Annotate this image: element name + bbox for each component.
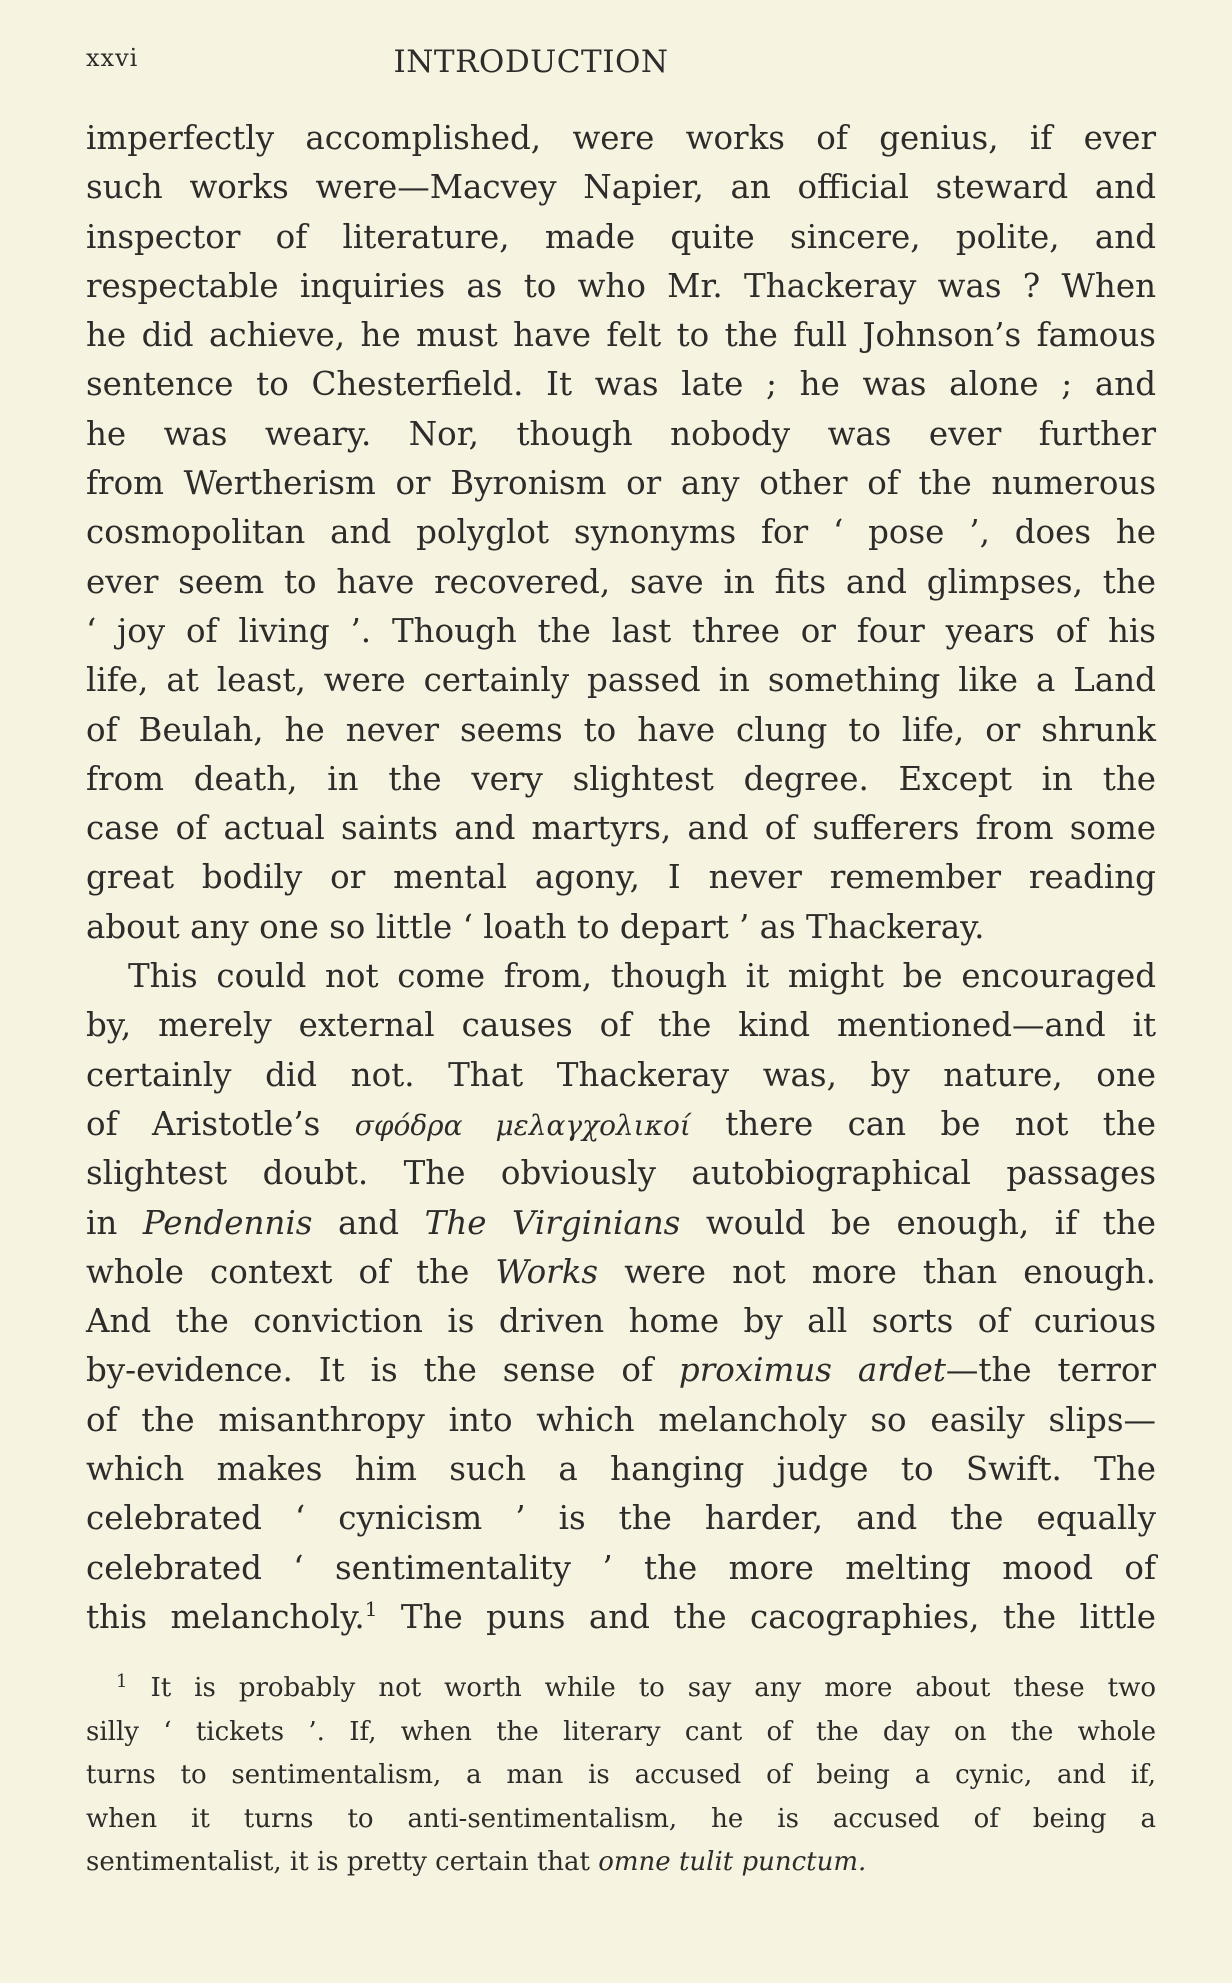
text-line-with-note [86, 1593, 1156, 1642]
text-line: he was weary. Nor, though nobody was ever further [86, 414, 1156, 453]
text-line: imperfectly accomplished, were works of genius, if ever [86, 119, 1156, 157]
text-line-works [86, 1248, 1156, 1297]
text-line: from death, in the very slightest degree. Except in the [86, 759, 1156, 798]
text-line: he did achieve, he must have felt to the full Johnson’s famous [86, 316, 1156, 355]
running-title: INTRODUCTION [393, 44, 669, 80]
text-line: ‘ joy of living ’. Though the last three or four years of his [86, 611, 1156, 650]
greek-phrase: σφόδρα μελαγχολικοί [354, 1108, 691, 1142]
latin-phrase: proximus ardet [678, 1351, 946, 1390]
book-title-pendennis: Pendennis [142, 1203, 313, 1242]
text-segment: by-evidence. It is the sense of [86, 1351, 653, 1390]
text-line: great bodily or mental agony, I never remember reading [86, 858, 1156, 897]
text-line: from Wertherism or Byronism or any other of the numerous [86, 464, 1156, 503]
text-line: case of actual saints and martyrs, and of sufferers from some [86, 809, 1156, 848]
footnote-line: silly ‘ tickets ’. If, when the literary cant of the day on the whole [86, 1716, 1156, 1747]
book-title-virginians: The Virginians [424, 1203, 681, 1242]
text-segment: there can be not the [725, 1104, 1156, 1143]
text-segment: The puns and the cacographies, the little [377, 1597, 1156, 1636]
paragraph-start-line: This could not come from, though it might be encouraged [128, 957, 1156, 996]
text-line: of the misanthropy into which melancholy so easily slips— [86, 1400, 1156, 1439]
text-line: And the conviction is driven home by all sorts of curious [86, 1302, 1156, 1341]
text-line: celebrated ‘ cynicism ’ is the harder, and the equally [86, 1499, 1156, 1538]
text-line: inspector of literature, made quite sincere, polite, and [86, 217, 1156, 256]
text-line-latin [86, 1346, 1156, 1395]
text-segment: of Aristotle’s [86, 1104, 321, 1143]
text-line: respectable inquiries as to who Mr. Thackeray was ? When [86, 266, 1156, 305]
text-segment: were not more than enough. [624, 1252, 1157, 1291]
text-line-titles [86, 1199, 1156, 1248]
text-line: life, at least, were certainly passed in something like a Land [86, 661, 1156, 700]
running-head [86, 44, 1156, 84]
text-line: about any one so little ‘ loath to depart ’ as Thackeray. [86, 907, 985, 946]
text-segment: —the terror [945, 1351, 1156, 1390]
text-segment: whole context of the [86, 1252, 470, 1291]
footnote-line [86, 1667, 1156, 1711]
text-line: celebrated ‘ sentimentality ’ the more melting mood of [86, 1548, 1156, 1587]
footnote-marker: 1 [116, 1671, 128, 1692]
text-line: sentence to Chesterfield. It was late ; he was alone ; and [86, 365, 1156, 404]
text-line: of Beulah, he never seems to have clung to life, or shrunk [86, 710, 1156, 749]
text-segment: and [337, 1203, 400, 1242]
text-line: such works were—Macvey Napier, an official steward and [86, 168, 1156, 207]
footnote [86, 1667, 1156, 1885]
text-line: cosmopolitan and polyglot synonyms for ‘ pose ’, does he [86, 513, 1156, 552]
text-segment: this melancholy. [86, 1597, 365, 1636]
text-line: slightest doubt. The obviously autobiographical passages [86, 1154, 1156, 1193]
latin-phrase: omne tulit punctum. [598, 1847, 867, 1877]
text-line: which makes him such a hanging judge to Swift. The [86, 1450, 1156, 1489]
text-line: certainly did not. That Thackeray was, by nature, one [86, 1055, 1156, 1094]
text-segment: would be enough, if the [705, 1203, 1156, 1242]
footnote-line: turns to sentimentalism, a man is accused of being a cynic, and if, [86, 1760, 1156, 1790]
body-text [86, 114, 1156, 1642]
text-line: by, merely external causes of the kind mentioned—and it [86, 1006, 1156, 1045]
text-segment: It is probably not worth while to say any more about these two [150, 1673, 1156, 1703]
page-number: xxvi [86, 44, 139, 72]
footnote-reference: 1 [364, 1597, 378, 1622]
text-segment: in [86, 1203, 118, 1242]
text-line-greek [86, 1100, 1156, 1149]
footnote-line [86, 1841, 1156, 1885]
footnote-line: when it turns to anti-sentimentalism, he is accused of being a [86, 1803, 1156, 1834]
works-title: Works [495, 1252, 599, 1291]
text-line: ever seem to have recovered, save in fits and glimpses, the [86, 562, 1156, 601]
text-segment: sentimentalist, it is pretty certain that [86, 1847, 590, 1877]
